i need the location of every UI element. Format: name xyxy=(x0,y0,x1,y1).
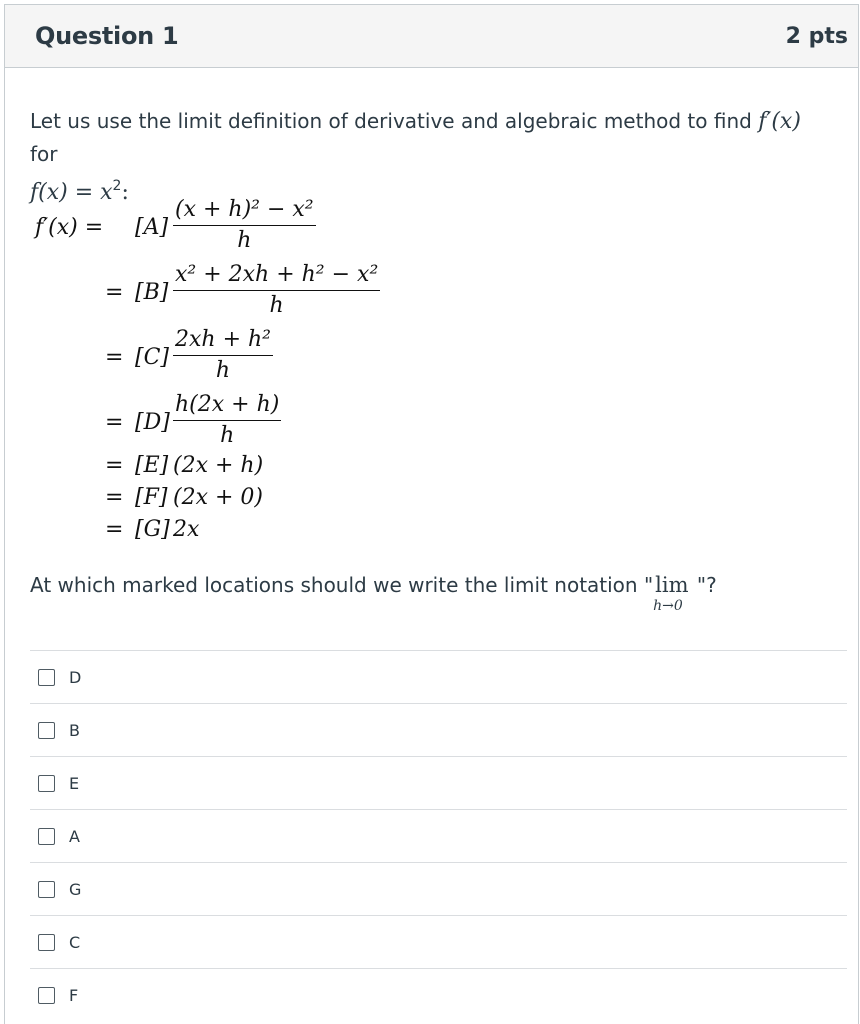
followup-question xyxy=(30,573,717,614)
answer-checkbox[interactable] xyxy=(38,828,55,845)
question-prompt xyxy=(30,105,830,209)
equals-d: = xyxy=(105,410,124,435)
prompt-fx: f(x) = x xyxy=(30,180,113,205)
marker-f: [F] xyxy=(135,485,168,510)
answer-checkbox[interactable] xyxy=(38,934,55,951)
prompt-exp: 2 xyxy=(112,178,122,194)
question-title: Question 1 xyxy=(35,22,179,50)
lim-word: lim xyxy=(655,573,689,597)
answer-checkbox[interactable] xyxy=(38,669,55,686)
fraction-d-den: h xyxy=(220,423,235,448)
lim-notation xyxy=(653,573,690,614)
marker-a: [A] xyxy=(135,215,169,240)
answer-option-b[interactable] xyxy=(30,703,847,756)
equals-g: = xyxy=(105,517,124,542)
question-points: 2 pts xyxy=(785,23,848,49)
lim-subscript: h→0 xyxy=(653,598,683,614)
fraction-c xyxy=(173,325,273,386)
answer-label: C xyxy=(69,932,81,952)
fraction-b xyxy=(173,260,380,321)
answer-option-f[interactable] xyxy=(30,968,847,1021)
marker-c: [C] xyxy=(135,345,169,370)
expr-g: 2x xyxy=(173,517,200,542)
marker-e: [E] xyxy=(135,453,169,478)
answer-option-c[interactable] xyxy=(30,915,847,968)
answer-label: E xyxy=(69,773,80,793)
followup-text: At which marked locations should we write the limit notation " xyxy=(30,573,654,597)
expr-e: (2x + h) xyxy=(173,453,264,478)
answer-option-d[interactable] xyxy=(30,650,847,703)
answer-label: B xyxy=(69,720,80,740)
answer-list xyxy=(30,650,847,1021)
answer-label: A xyxy=(69,826,80,846)
equals-b: = xyxy=(105,280,124,305)
prompt-colon: : xyxy=(121,180,129,205)
answer-option-e[interactable] xyxy=(30,756,847,809)
question-body xyxy=(30,105,830,542)
answer-label: G xyxy=(69,879,82,899)
expr-f: (2x + 0) xyxy=(173,485,263,510)
answer-label: F xyxy=(69,985,79,1005)
prompt-fprime: f′(x) xyxy=(758,109,801,134)
derivation-lhs: f′(x) = xyxy=(35,215,104,240)
fraction-c-den: h xyxy=(215,358,231,383)
fraction-d xyxy=(173,390,281,451)
fraction-d-num: h(2x + h) xyxy=(173,390,281,421)
question-header xyxy=(5,5,858,68)
answer-option-a[interactable] xyxy=(30,809,847,862)
answer-checkbox[interactable] xyxy=(38,722,55,739)
fraction-a-den: h xyxy=(237,228,252,253)
fraction-a-num: (x + h)² − x² xyxy=(173,195,316,226)
answer-checkbox[interactable] xyxy=(38,987,55,1004)
equals-f: = xyxy=(105,485,124,510)
marker-d: [D] xyxy=(135,410,170,435)
prompt-text: Let us use the limit definition of derivative and algebraic method to find xyxy=(30,109,752,133)
fraction-b-num: x² + 2xh + h² − x² xyxy=(173,260,380,291)
marker-b: [B] xyxy=(135,280,169,305)
followup-text-end: "? xyxy=(690,573,717,597)
marker-g: [G] xyxy=(135,517,170,542)
fraction-b-den: h xyxy=(269,293,284,318)
answer-checkbox[interactable] xyxy=(38,775,55,792)
equals-c: = xyxy=(105,345,124,370)
answer-option-g[interactable] xyxy=(30,862,847,915)
equals-e: = xyxy=(105,453,124,478)
fraction-a xyxy=(173,195,316,256)
prompt-for: for xyxy=(30,142,58,166)
fraction-c-num: 2xh + h² xyxy=(173,325,273,356)
answer-label: D xyxy=(69,667,82,687)
answer-checkbox[interactable] xyxy=(38,881,55,898)
